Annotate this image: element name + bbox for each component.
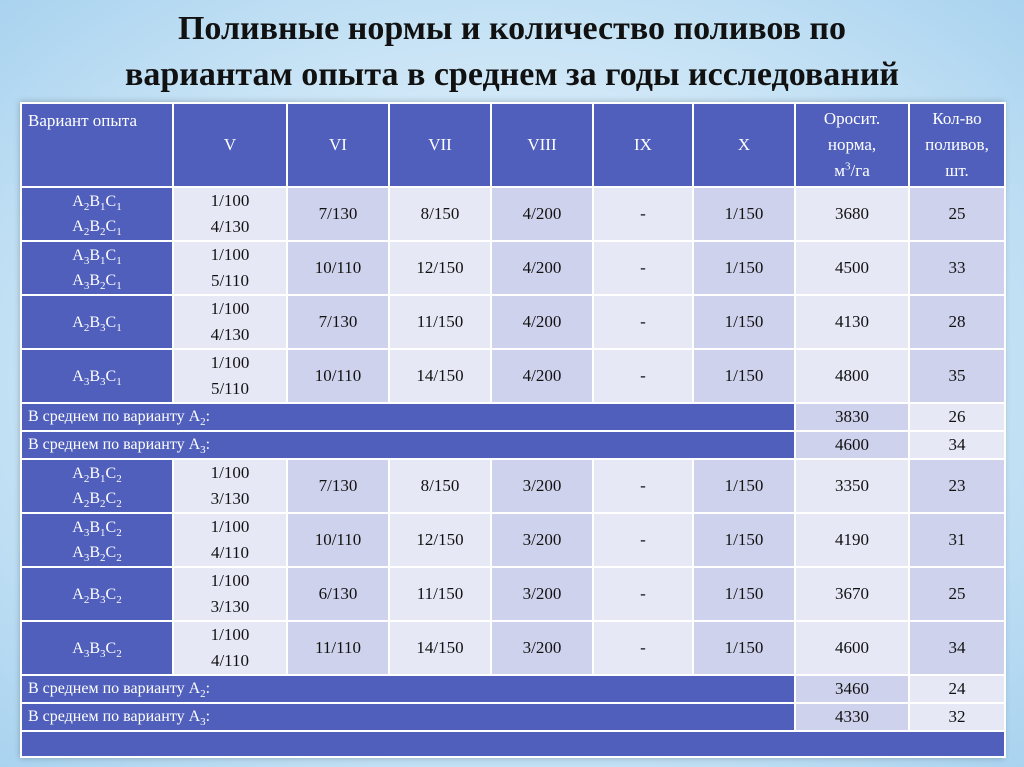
average-label-index: 3 — [200, 716, 206, 729]
variant-letter: C — [105, 218, 117, 235]
col-v-value: 5/110 — [210, 379, 250, 398]
variant-index: 2 — [100, 552, 106, 565]
variant-letter: B — [89, 490, 101, 507]
col-v-cell — [173, 513, 287, 567]
average-label — [21, 703, 795, 731]
variant-index: 2 — [116, 647, 122, 660]
irrigation-count-cell: 23 — [909, 459, 1005, 513]
col-ix-cell: - — [593, 621, 693, 675]
variant-letter: C — [105, 193, 117, 210]
col-ix-cell: - — [593, 513, 693, 567]
average-label-text: В среднем по варианту A — [28, 408, 201, 425]
variant-index: 1 — [100, 527, 106, 540]
irrigation-count-cell: 25 — [909, 187, 1005, 241]
average-label-index: 2 — [200, 416, 206, 429]
variant-letter: A — [72, 247, 84, 264]
variant-index: 3 — [83, 647, 90, 660]
col-ix-cell: - — [593, 349, 693, 403]
variant-cell — [21, 241, 173, 295]
col-vi-cell: 10/110 — [287, 513, 389, 567]
variant-index: 2 — [100, 280, 106, 293]
col-vii-cell: 11/150 — [389, 295, 491, 349]
col-v-value: 3/130 — [210, 489, 250, 508]
variant-index: 3 — [83, 552, 90, 565]
table-row — [21, 241, 1005, 295]
col-viii-cell: 4/200 — [491, 187, 593, 241]
variant-letter: B — [89, 544, 101, 561]
table-row — [21, 459, 1005, 513]
header-norm-unit-a: м — [834, 161, 845, 180]
col-x-cell: 1/150 — [693, 621, 795, 675]
variant-line — [22, 189, 172, 214]
col-x-cell: 1/150 — [693, 187, 795, 241]
variant-line — [22, 461, 172, 486]
col-v-cell — [173, 349, 287, 403]
variant-index: 2 — [116, 593, 122, 606]
header-count-line-3: шт. — [945, 161, 969, 180]
variant-letter: C — [105, 639, 117, 657]
footer-row — [21, 731, 1005, 757]
irrigation-count-cell: 31 — [909, 513, 1005, 567]
variant-line — [22, 310, 172, 335]
variant-letter: C — [105, 490, 117, 507]
header-norm-line-3 — [796, 158, 908, 184]
col-viii-cell: 3/200 — [491, 513, 593, 567]
title-line-1: Поливные нормы и количество поливов по — [177, 10, 847, 47]
variant-index: 2 — [116, 527, 122, 540]
irrigation-count-cell: 26 — [909, 403, 1005, 431]
variant-index: 3 — [83, 375, 90, 388]
variant-letter: B — [89, 367, 101, 385]
variant-letter: A — [72, 465, 84, 482]
variant-line — [22, 364, 172, 389]
variant-index: 3 — [83, 527, 90, 540]
variant-index: 2 — [100, 498, 106, 511]
irrigation-norm-cell: 3670 — [795, 567, 909, 621]
variant-letter: B — [89, 519, 101, 536]
header-norm-unit-b: /га — [850, 161, 870, 180]
col-vi-cell: 10/110 — [287, 349, 389, 403]
variant-letter: A — [72, 272, 84, 289]
average-label-colon: : — [205, 708, 211, 725]
variant-letter: B — [89, 193, 101, 210]
irrigation-norm-cell: 3830 — [795, 403, 909, 431]
variant-cell — [21, 459, 173, 513]
variant-index: 1 — [116, 375, 122, 388]
irrigation-table — [20, 102, 1006, 758]
variant-cell — [21, 513, 173, 567]
irrigation-norm-cell: 4190 — [795, 513, 909, 567]
col-v-value: 1/100 — [210, 517, 250, 536]
irrigation-count-cell: 25 — [909, 567, 1005, 621]
variant-letter: C — [105, 313, 117, 331]
variant-letter: A — [72, 490, 84, 507]
variant-cell — [21, 187, 173, 241]
average-row — [21, 431, 1005, 459]
irrigation-count-cell: 24 — [909, 675, 1005, 703]
average-label — [21, 675, 795, 703]
variant-index: 3 — [100, 375, 106, 388]
variant-index: 2 — [100, 226, 106, 239]
variant-letter: B — [89, 639, 101, 657]
variant-index: 1 — [100, 473, 106, 486]
col-ix-cell: - — [593, 295, 693, 349]
irrigation-count-cell: 34 — [909, 621, 1005, 675]
col-v-value: 1/100 — [210, 353, 250, 372]
average-label-colon: : — [205, 436, 211, 453]
col-viii-cell: 4/200 — [491, 241, 593, 295]
header-norm-line-2: норма, — [827, 135, 877, 154]
variant-letter: C — [105, 367, 117, 385]
variant-letter: C — [105, 544, 117, 561]
variant-letter: B — [89, 272, 101, 289]
variant-letter: C — [105, 465, 117, 482]
col-x-cell: 1/150 — [693, 459, 795, 513]
header-count-line-2: поливов, — [925, 135, 989, 154]
col-v-value: 4/110 — [210, 651, 250, 670]
average-label-colon: : — [205, 408, 211, 425]
variant-index: 2 — [116, 552, 122, 565]
header-norm-line-1: Ороcит. — [823, 109, 881, 128]
col-x-cell: 1/150 — [693, 349, 795, 403]
col-vii-cell: 12/150 — [389, 241, 491, 295]
header-col-v: V — [173, 103, 287, 187]
footer-band — [21, 731, 1005, 757]
table-row — [21, 187, 1005, 241]
variant-index: 3 — [100, 593, 106, 606]
table-row — [21, 621, 1005, 675]
variant-letter: B — [89, 313, 101, 331]
header-irrigation-count — [909, 103, 1005, 187]
variant-line — [22, 214, 172, 239]
col-v-value: 5/110 — [210, 271, 250, 290]
irrigation-count-cell: 34 — [909, 431, 1005, 459]
variant-letter: A — [72, 218, 84, 235]
variant-cell — [21, 567, 173, 621]
variant-index: 1 — [116, 280, 122, 293]
col-v-value: 1/100 — [210, 571, 250, 590]
col-v-cell — [173, 459, 287, 513]
header-row — [21, 103, 1005, 187]
col-vii-cell: 8/150 — [389, 459, 491, 513]
variant-index: 3 — [100, 321, 106, 334]
col-v-value: 4/130 — [210, 325, 250, 344]
col-v-cell — [173, 295, 287, 349]
variant-index: 2 — [83, 321, 90, 334]
table-row — [21, 295, 1005, 349]
average-label — [21, 431, 795, 459]
header-col-vi: VI — [287, 103, 389, 187]
header-count-line-1: Кол-во — [932, 109, 982, 128]
col-vi-cell: 7/130 — [287, 187, 389, 241]
col-x-cell: 1/150 — [693, 567, 795, 621]
irrigation-norm-cell: 4600 — [795, 431, 909, 459]
col-vi-cell: 7/130 — [287, 295, 389, 349]
col-vi-cell: 6/130 — [287, 567, 389, 621]
variant-index: 2 — [83, 473, 90, 486]
variant-index: 2 — [116, 473, 122, 486]
col-vii-cell: 12/150 — [389, 513, 491, 567]
col-v-value: 1/100 — [210, 245, 250, 264]
col-v-value: 4/130 — [210, 217, 250, 236]
variant-letter: A — [72, 193, 84, 210]
variant-index: 2 — [83, 498, 90, 511]
header-variant: Вариант опыта — [21, 103, 173, 187]
table-row — [21, 349, 1005, 403]
header-col-viii: VIII — [491, 103, 593, 187]
variant-letter: A — [72, 313, 84, 331]
col-viii-cell: 3/200 — [491, 621, 593, 675]
col-x-cell: 1/150 — [693, 241, 795, 295]
variant-letter: B — [89, 218, 101, 235]
variant-letter: C — [105, 519, 117, 536]
col-vii-cell: 8/150 — [389, 187, 491, 241]
variant-index: 1 — [100, 255, 106, 268]
average-label — [21, 403, 795, 431]
slide-title — [0, 6, 1024, 98]
header-col-ix: IX — [593, 103, 693, 187]
irrigation-norm-cell: 3350 — [795, 459, 909, 513]
variant-line — [22, 582, 172, 607]
table-body — [21, 187, 1005, 731]
table-row — [21, 513, 1005, 567]
col-ix-cell: - — [593, 567, 693, 621]
variant-cell — [21, 621, 173, 675]
irrigation-norm-cell: 4800 — [795, 349, 909, 403]
variant-line — [22, 636, 172, 661]
variant-letter: A — [72, 367, 84, 385]
col-viii-cell: 3/200 — [491, 459, 593, 513]
variant-index: 1 — [116, 201, 122, 214]
variant-letter: B — [89, 465, 101, 482]
variant-index: 1 — [100, 201, 106, 214]
col-v-value: 4/110 — [210, 543, 250, 562]
variant-line — [22, 540, 172, 565]
irrigation-norm-cell: 3680 — [795, 187, 909, 241]
table-row — [21, 567, 1005, 621]
variant-line — [22, 515, 172, 540]
irrigation-norm-cell: 4130 — [795, 295, 909, 349]
variant-letter: A — [72, 585, 84, 603]
variant-index: 2 — [83, 593, 90, 606]
variant-index: 1 — [116, 255, 122, 268]
variant-letter: A — [72, 519, 84, 536]
irrigation-table-container — [20, 102, 1004, 758]
col-viii-cell: 4/200 — [491, 295, 593, 349]
col-vii-cell: 14/150 — [389, 621, 491, 675]
variant-line — [22, 243, 172, 268]
variant-index: 2 — [83, 226, 90, 239]
col-v-value: 1/100 — [210, 463, 250, 482]
col-v-cell — [173, 621, 287, 675]
col-vii-cell: 14/150 — [389, 349, 491, 403]
col-ix-cell: - — [593, 459, 693, 513]
header-norm-unit-sup: 3 — [845, 160, 851, 173]
average-row — [21, 703, 1005, 731]
col-v-value: 1/100 — [210, 299, 250, 318]
variant-index: 2 — [116, 498, 122, 511]
col-x-cell: 1/150 — [693, 513, 795, 567]
col-vi-cell: 11/110 — [287, 621, 389, 675]
average-label-text: В среднем по варианту A — [28, 708, 201, 725]
average-label-text: В среднем по варианту A — [28, 680, 201, 697]
col-v-value: 1/100 — [210, 625, 250, 644]
header-col-x: X — [693, 103, 795, 187]
irrigation-norm-cell: 4500 — [795, 241, 909, 295]
col-v-value: 1/100 — [210, 191, 250, 210]
header-col-vii: VII — [389, 103, 491, 187]
col-ix-cell: - — [593, 241, 693, 295]
variant-letter: A — [72, 639, 84, 657]
average-label-colon: : — [205, 680, 211, 697]
title-line-2: вариантам опыта в среднем за годы исследований — [124, 56, 899, 93]
irrigation-count-cell: 32 — [909, 703, 1005, 731]
col-v-cell — [173, 187, 287, 241]
variant-letter: B — [89, 247, 101, 264]
variant-index: 1 — [116, 321, 122, 334]
irrigation-count-cell: 33 — [909, 241, 1005, 295]
irrigation-norm-cell: 4330 — [795, 703, 909, 731]
col-v-value: 3/130 — [210, 597, 250, 616]
variant-letter: C — [105, 247, 117, 264]
col-x-cell: 1/150 — [693, 295, 795, 349]
variant-index: 3 — [83, 255, 90, 268]
average-row — [21, 403, 1005, 431]
col-v-cell — [173, 241, 287, 295]
col-ix-cell: - — [593, 187, 693, 241]
col-viii-cell: 4/200 — [491, 349, 593, 403]
col-vi-cell: 7/130 — [287, 459, 389, 513]
variant-line — [22, 268, 172, 293]
average-label-index: 2 — [200, 688, 206, 701]
variant-letter: C — [105, 272, 117, 289]
variant-index: 1 — [116, 226, 122, 239]
col-vii-cell: 11/150 — [389, 567, 491, 621]
variant-cell — [21, 349, 173, 403]
variant-letter: B — [89, 585, 101, 603]
irrigation-count-cell: 28 — [909, 295, 1005, 349]
irrigation-count-cell: 35 — [909, 349, 1005, 403]
variant-index: 2 — [83, 201, 90, 214]
variant-index: 3 — [100, 647, 106, 660]
col-viii-cell: 3/200 — [491, 567, 593, 621]
variant-letter: A — [72, 544, 84, 561]
col-vi-cell: 10/110 — [287, 241, 389, 295]
variant-letter: C — [105, 585, 117, 603]
header-irrigation-norm — [795, 103, 909, 187]
average-label-text: В среднем по варианту A — [28, 436, 201, 453]
variant-cell — [21, 295, 173, 349]
average-label-index: 3 — [200, 444, 206, 457]
variant-index: 3 — [83, 280, 90, 293]
irrigation-norm-cell: 4600 — [795, 621, 909, 675]
average-row — [21, 675, 1005, 703]
col-v-cell — [173, 567, 287, 621]
variant-line — [22, 486, 172, 511]
irrigation-norm-cell: 3460 — [795, 675, 909, 703]
